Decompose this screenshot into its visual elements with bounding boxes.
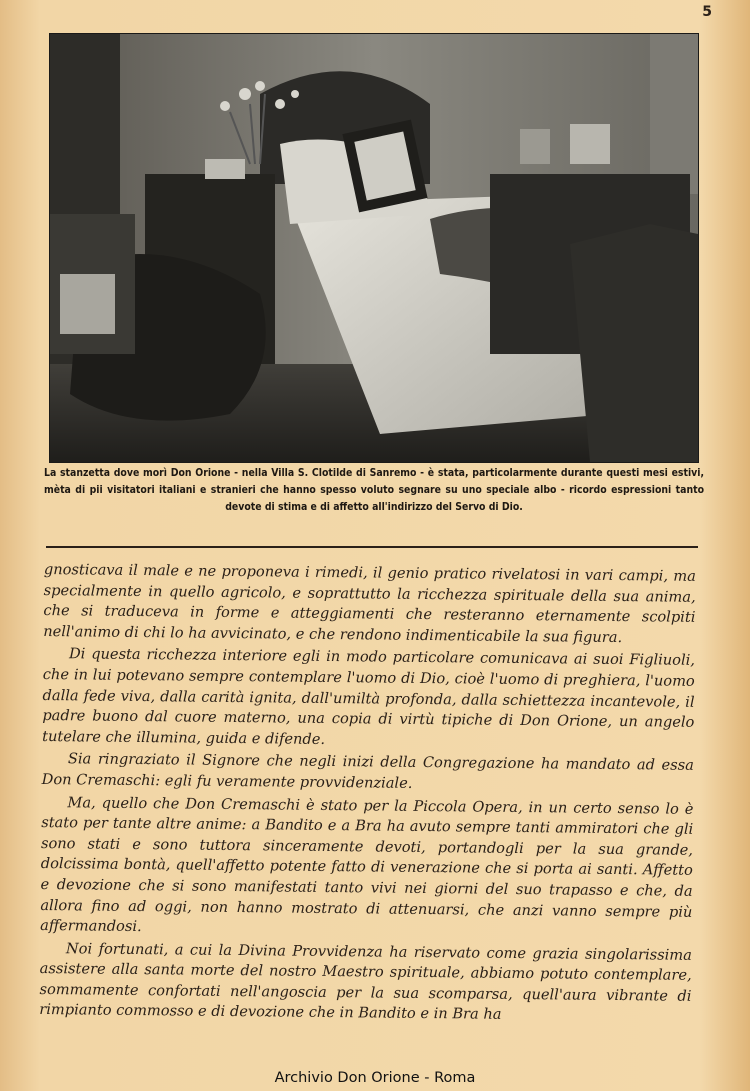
divider-rule: [46, 546, 698, 548]
page-number: 5: [702, 4, 712, 20]
paragraph-1: gnosticava il male e ne proponeva i rimedi, il genio pratico rivelatosi in vari campi, ma specialmente in quello agricolo, e soprattutto la ricchezza spirituale della sua anima, che si traduceva in forme e atteggiamenti che resteranno eternamente scolpiti nell'animo di chi lo ha avvicinato, e che rendono indimenticabile la sua figura.: [43, 560, 696, 646]
paragraph-2: Di questa ricchezza interiore egli in modo particolare comunicava ai suoi Figliuoli, che in lui potevano sempre contemplare l'uomo di Dio, cioè l'uomo di preghiera, l'uomo dalla fede viva, dalla carità ignita, dall'umiltà profonda, dalla schiettezza incantevole, il padre buono dal cuore materno, una copia di virtù tipiche di Don Orione, un angelo tutelare che illumina, guida e difende.: [42, 645, 696, 748]
article-body: [39, 560, 696, 1030]
archive-footer: Archivio Don Orione - Roma: [274, 1070, 476, 1086]
bedroom-photo: [50, 34, 698, 462]
paragraph-4: Ma, quello che Don Cremaschi è stato per la Piccola Opera, in un certo senso lo è stato per tante altre anime: a Bandito e a Bra ha avuto sempre tanti ammiratori che gli sono stati e sono tuttora sinceramente devoti, portandogli per la sua grande, dolcissima bontà, quell'affetto potente fatto di venerazione che si porta ai santi. Affetto e devozione che si sono manifestati tanto vivi nei giorni del suo trapasso e che, da allora fino ad oggi, non hanno mostrato di attenuarsi, che anzi vanno sempre più affermandosi.: [40, 793, 694, 936]
paragraph-3: Sia ringraziato il Signore che negli inizi della Congregazione ha mandato ad essa Don Cremaschi: egli fu veramente provvidenziale.: [41, 750, 694, 792]
photo-caption: La stanzetta dove morì Don Orione - nella Villa S. Clotilde di Sanremo - è stata, particolarmente durante questi mesi estivi, mèta di pii visitatori italiani e stranieri che hanno spesso voluto segnare su uno speciale albo - ricordo espressioni tanto devote di stima e di affetto all'indirizzo del Servo di Dio.: [44, 467, 704, 513]
paragraph-5: Noi fortunati, a cui la Divina Provvidenza ha riservato come grazia singolarissima assistere alla santa morte del nostro Maestro spirituale, abbiamo potuto contemplare, sommamente confortati nell'angoscia per la sua scomparsa, quell'aura vibrante di rimpianto commosso e di devozione che in Bandito e in Bra ha: [39, 939, 692, 1024]
